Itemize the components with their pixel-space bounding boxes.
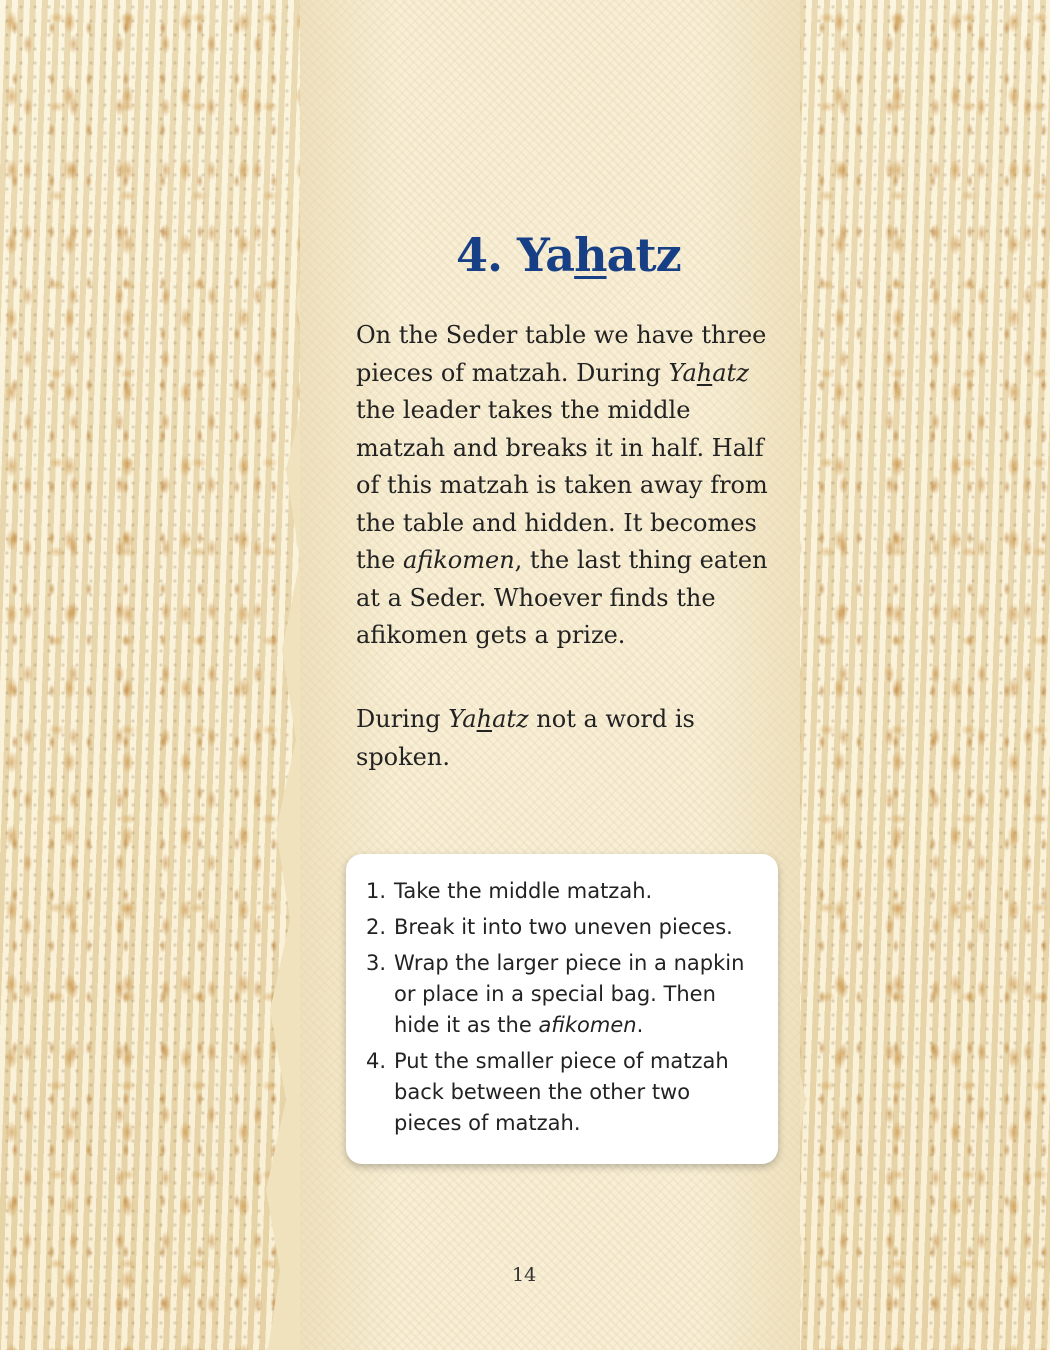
step-text: Take the middle matzah. (394, 879, 653, 903)
p2-yahatz-a: Ya (448, 705, 477, 733)
title-underlined-letter: h (574, 228, 607, 282)
p1-text-b: the leader takes the middle matzah and breaks it in half. Half of this matzah is taken away from the table and hidden. It becomes the (356, 396, 768, 574)
step-text-italic: afikomen (538, 1013, 637, 1037)
step-text-end: . (636, 1013, 644, 1037)
step-item (366, 912, 778, 943)
title-prefix: 4. Ya (456, 228, 575, 282)
step-item (366, 1046, 778, 1139)
steps-box (346, 854, 778, 1164)
step-number: 1. (366, 879, 387, 903)
p1-yahatz-u: h (696, 358, 713, 387)
p1-text-a: On the Seder table we have three pieces of matzah. During (356, 321, 767, 387)
step-text: Put the smaller piece of matzah back between the other two pieces of matzah. (394, 1049, 729, 1135)
step-item (366, 876, 778, 907)
p1-yahatz-b: atz (712, 358, 749, 387)
matzah-texture-right (770, 0, 1050, 1350)
step-number: 2. (366, 915, 387, 939)
step-number: 3. (366, 951, 387, 975)
p2-text-a: During (356, 705, 449, 733)
paragraph-intro (356, 317, 776, 655)
paragraph-silence (356, 701, 776, 776)
steps-list (346, 854, 778, 1139)
p2-yahatz-u: h (476, 705, 493, 733)
step-number: 4. (366, 1049, 387, 1073)
title-suffix: atz (606, 228, 681, 282)
page-title (456, 228, 776, 282)
step-text: Break it into two uneven pieces. (394, 915, 733, 939)
p1-yahatz-a: Ya (668, 358, 697, 387)
p2-italic-yahatz (448, 705, 528, 733)
p1-italic-afikomen: afikomen (402, 546, 515, 574)
step-text-main: Wrap the larger piece in a napkin or place in a special bag. Then hide it as the (394, 951, 745, 1037)
step-text (394, 948, 764, 1041)
p2-yahatz-b: atz (492, 705, 529, 733)
page-number: 14 (512, 1264, 537, 1286)
step-item (366, 948, 778, 1041)
p2-text-b: not a word is spoken. (356, 705, 695, 771)
p1-text-c: , the last thing eaten at a Seder. Whoever finds the afikomen gets a prize. (356, 546, 768, 649)
p1-italic-yahatz (668, 359, 748, 387)
